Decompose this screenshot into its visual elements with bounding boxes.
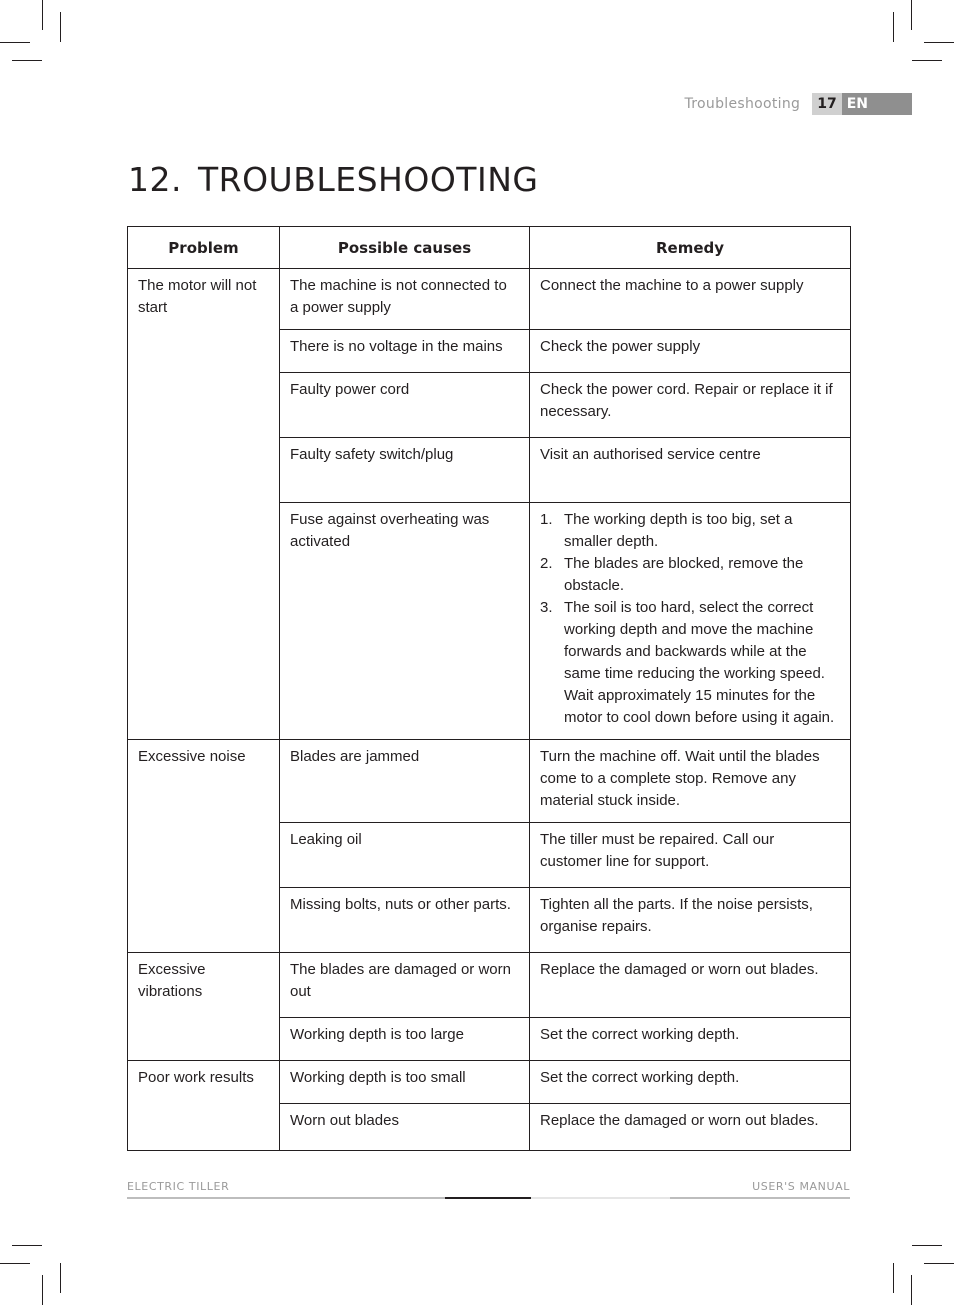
cause-cell: Missing bolts, nuts or other parts. bbox=[280, 888, 530, 953]
troubleshooting-table bbox=[127, 226, 851, 1151]
remedy-cell: Turn the machine off. Wait until the blades come to a complete stop. Remove any material stuck inside. bbox=[530, 740, 851, 823]
footer-rule bbox=[127, 1197, 445, 1199]
cause-cell: The machine is not connected to a power supply bbox=[280, 269, 530, 330]
crop-mark bbox=[924, 42, 954, 43]
crop-mark bbox=[893, 1263, 894, 1293]
table-row bbox=[128, 953, 851, 1018]
crop-mark bbox=[912, 1245, 942, 1246]
footer-document-type: USER'S MANUAL bbox=[752, 1180, 850, 1193]
column-header-problem: Problem bbox=[128, 227, 280, 269]
remedy-numbered-list bbox=[540, 509, 840, 729]
cause-cell: Working depth is too large bbox=[280, 1018, 530, 1061]
table-row bbox=[128, 269, 851, 330]
remedy-cell: Replace the damaged or worn out blades. bbox=[530, 953, 851, 1018]
footer-rule bbox=[670, 1197, 850, 1199]
chapter-title: TROUBLESHOOTING bbox=[198, 160, 539, 199]
list-item-number: 3. bbox=[540, 599, 553, 616]
cause-cell: Blades are jammed bbox=[280, 740, 530, 823]
remedy-cell: Tighten all the parts. If the noise persists, organise repairs. bbox=[530, 888, 851, 953]
crop-mark bbox=[60, 12, 61, 42]
remedy-cell: Check the power cord. Repair or replace it if necessary. bbox=[530, 373, 851, 438]
cause-cell: Worn out blades bbox=[280, 1104, 530, 1151]
problem-cell: Poor work results bbox=[128, 1061, 280, 1151]
remedy-cell: Connect the machine to a power supply bbox=[530, 269, 851, 330]
crop-mark bbox=[924, 1263, 954, 1264]
table-row bbox=[128, 1061, 851, 1104]
list-item-text: The soil is too hard, select the correct working depth and move the machine forwards and backwards while at the same time reducing the working speed. Wait approximately 15 minutes for the motor to cool down before using it again. bbox=[564, 599, 835, 726]
cause-cell: Faulty power cord bbox=[280, 373, 530, 438]
footer-rule bbox=[531, 1197, 670, 1199]
remedy-cell: Check the power supply bbox=[530, 330, 851, 373]
crop-mark bbox=[0, 1263, 30, 1264]
crop-mark bbox=[911, 0, 912, 30]
crop-mark bbox=[12, 60, 42, 61]
cause-cell: There is no voltage in the mains bbox=[280, 330, 530, 373]
remedy-cell: Replace the damaged or worn out blades. bbox=[530, 1104, 851, 1151]
header-section-title: Troubleshooting bbox=[684, 96, 801, 112]
crop-mark bbox=[42, 1275, 43, 1305]
list-item bbox=[540, 597, 840, 729]
cause-cell: The blades are damaged or worn out bbox=[280, 953, 530, 1018]
crop-mark bbox=[12, 1245, 42, 1246]
crop-mark bbox=[0, 42, 30, 43]
cause-cell: Fuse against overheating was activated bbox=[280, 503, 530, 740]
problem-cell: Excessive vibrations bbox=[128, 953, 280, 1061]
problem-cell: The motor will not start bbox=[128, 269, 280, 740]
cause-cell: Working depth is too small bbox=[280, 1061, 530, 1104]
list-item bbox=[540, 509, 840, 553]
remedy-cell: Set the correct working depth. bbox=[530, 1018, 851, 1061]
remedy-cell: Visit an authorised service centre bbox=[530, 438, 851, 503]
footer-rule bbox=[445, 1197, 531, 1199]
problem-cell: Excessive noise bbox=[128, 740, 280, 953]
crop-mark bbox=[42, 0, 43, 30]
crop-mark bbox=[912, 60, 942, 61]
list-item-number: 1. bbox=[540, 511, 553, 528]
remedy-cell: Set the correct working depth. bbox=[530, 1061, 851, 1104]
crop-mark bbox=[911, 1275, 912, 1305]
running-header bbox=[685, 93, 912, 115]
cause-cell: Leaking oil bbox=[280, 823, 530, 888]
table-header-row bbox=[128, 227, 851, 269]
list-item bbox=[540, 553, 840, 597]
crop-mark bbox=[60, 1263, 61, 1293]
column-header-remedy: Remedy bbox=[530, 227, 851, 269]
remedy-cell bbox=[530, 503, 851, 740]
page-footer bbox=[127, 1180, 850, 1193]
chapter-number: 12. bbox=[128, 160, 182, 199]
cause-cell: Faulty safety switch/plug bbox=[280, 438, 530, 503]
column-header-causes: Possible causes bbox=[280, 227, 530, 269]
page-number: 17 bbox=[812, 93, 841, 115]
page-title bbox=[128, 160, 538, 199]
list-item-text: The working depth is too big, set a smaller depth. bbox=[564, 511, 793, 550]
language-tab: EN bbox=[842, 93, 912, 115]
crop-mark bbox=[893, 12, 894, 42]
footer-product-name: ELECTRIC TILLER bbox=[127, 1180, 230, 1193]
list-item-number: 2. bbox=[540, 555, 553, 572]
remedy-cell: The tiller must be repaired. Call our customer line for support. bbox=[530, 823, 851, 888]
table-row bbox=[128, 740, 851, 823]
list-item-text: The blades are blocked, remove the obstacle. bbox=[564, 555, 804, 594]
